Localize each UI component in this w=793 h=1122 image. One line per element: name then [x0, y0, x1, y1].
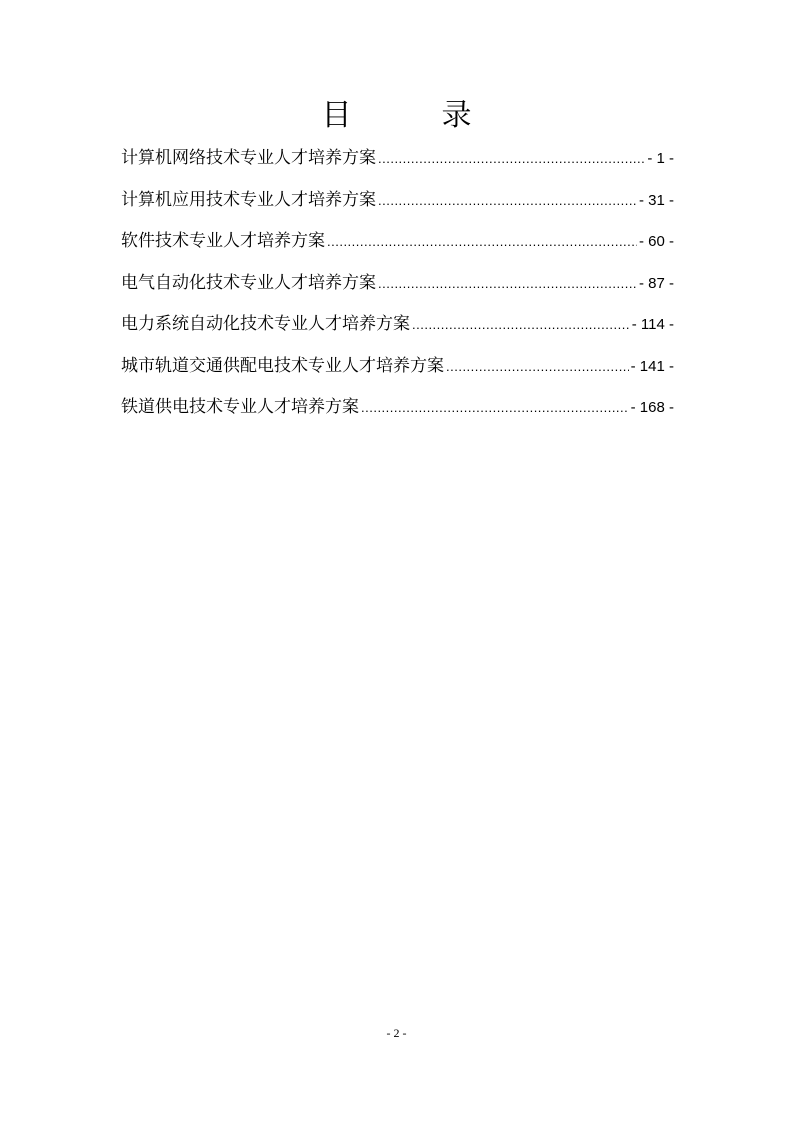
toc-dot-leader — [378, 186, 637, 216]
toc-entry-page: - 114 - — [631, 316, 674, 333]
toc-dot-leader — [446, 352, 629, 382]
toc-entry-label: 计算机应用技术专业人才培养方案 — [121, 189, 376, 210]
toc-entry[interactable] — [121, 143, 674, 185]
toc-entry-label: 电力系统自动化技术专业人才培养方案 — [121, 314, 410, 334]
toc-entry-page: - 31 - — [638, 191, 674, 209]
toc-entry-page: - 141 - — [630, 357, 674, 375]
toc-entry[interactable] — [121, 309, 674, 351]
toc-dot-leader — [412, 310, 630, 340]
table-of-contents — [121, 143, 674, 434]
toc-dot-leader — [378, 144, 645, 174]
toc-entry[interactable] — [121, 268, 674, 310]
toc-entry-label: 计算机网络技术专业人才培养方案 — [121, 148, 376, 168]
toc-entry-label: 软件技术专业人才培养方案 — [121, 231, 325, 251]
toc-entry-label: 城市轨道交通供配电技术专业人才培养方案 — [121, 355, 444, 376]
toc-entry[interactable] — [121, 351, 674, 393]
toc-entry-label: 铁道供电技术专业人才培养方案 — [121, 397, 359, 417]
page-title: 目 录 — [321, 98, 502, 133]
toc-dot-leader — [327, 227, 637, 257]
toc-entry[interactable] — [121, 392, 674, 434]
toc-entry[interactable] — [121, 226, 674, 268]
toc-entry-page: - 1 - — [647, 150, 674, 167]
toc-entry-label: 电气自动化技术专业人才培养方案 — [121, 272, 376, 293]
toc-entry-page: - 168 - — [630, 399, 674, 416]
toc-entry-page: - 87 - — [638, 274, 674, 292]
page-number-footer: - 2 - — [386, 1026, 407, 1040]
toc-entry[interactable] — [121, 185, 674, 227]
toc-dot-leader — [378, 269, 637, 299]
toc-dot-leader — [361, 393, 629, 423]
toc-entry-page: - 60 - — [638, 233, 674, 250]
